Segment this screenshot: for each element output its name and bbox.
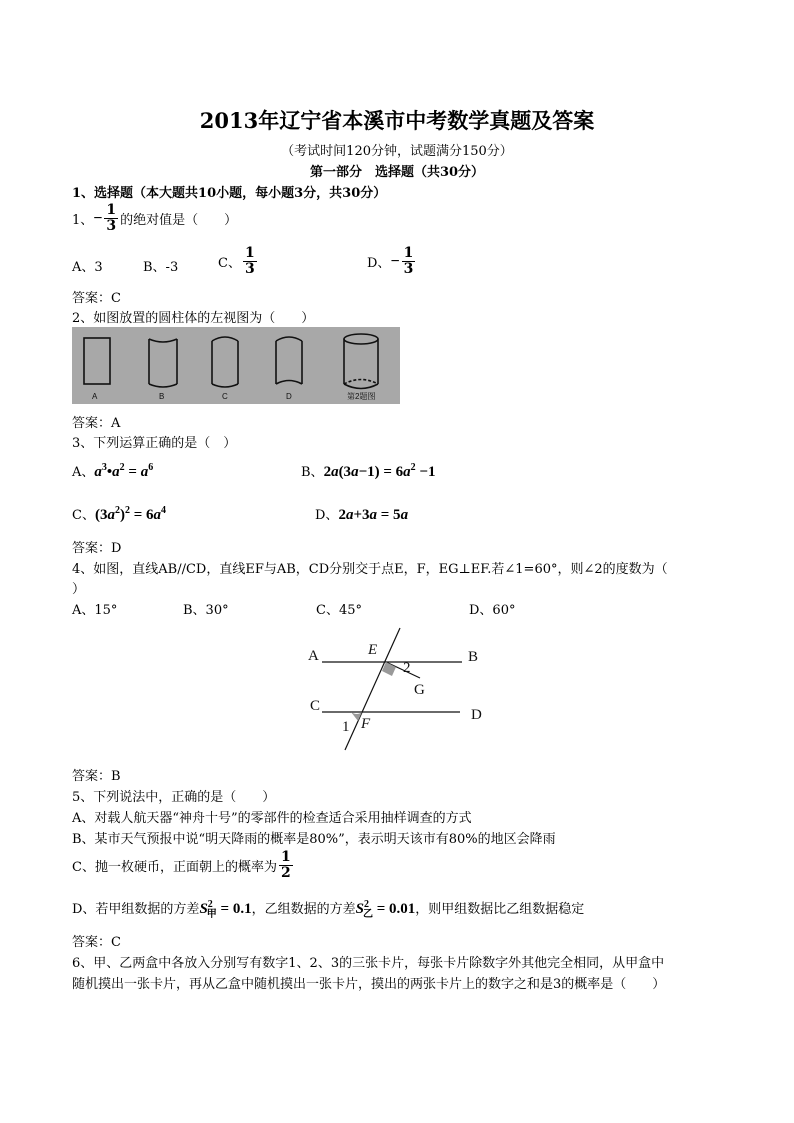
q3-option-a: A、$a^3•a^2 = a^6$ — [72, 462, 154, 480]
q2-cylinder — [344, 334, 378, 389]
q4-option-c: C、45° — [316, 603, 362, 618]
label-g: G — [414, 682, 425, 698]
q2-label-d: D — [286, 392, 292, 401]
q2-caption: 第2题图 — [347, 392, 376, 401]
q5-option-a: A、对载人航天器“神舟十号”的零部件的检查适合采用抽样调查的方式 — [72, 811, 472, 826]
exam-info: （考试时间120分钟，试题满分150分） — [281, 144, 513, 159]
q4-option-a: A、15° — [72, 603, 118, 618]
question-4: 4、如图，直线AB//CD，直线EF与AB，CD分别交于点E，F，EG⊥EF.若∠1=60°，则∠2的度数为（ — [72, 562, 668, 577]
q2-label-a: A — [92, 392, 98, 401]
q2-label-b: B — [159, 392, 165, 401]
q1-answer: 答案：C — [72, 291, 121, 306]
q2-view-c — [212, 337, 238, 387]
question-1: 1、 − $\frac{1}{3}$ 的绝对值是（ ） — [72, 202, 238, 234]
label-c: C — [310, 698, 321, 714]
question-6-line-1: 6、甲、乙两盒中各放入分别写有数字1、2、3的三张卡片，每张卡片除数字外其他完全相同，从甲盒中 — [72, 956, 665, 971]
q2-label-c: C — [222, 392, 228, 401]
label-e: E — [368, 642, 378, 658]
section-heading: 1、选择题（本大题共10小题，每小题3分，共30分） — [72, 186, 387, 201]
label-angle-2: 2 — [403, 660, 411, 676]
label-f: F — [361, 716, 371, 732]
q5-option-c: C、抛一枚硬币，正面朝上的概率为 $\frac{1}{2}$ — [72, 849, 291, 881]
question-6-line-2: 随机摸出一张卡片，再从乙盒中随机摸出一张卡片，摸出的两张卡片上的数字之和是3的概率是（ ） — [72, 977, 666, 992]
question-4-cont: ） — [72, 582, 86, 597]
q3-option-b: B、$2a(3a-1) = 6a^2 -1$ — [301, 462, 436, 480]
q3-option-d: D、2a+3a = 5a — [315, 507, 409, 523]
q2-view-d — [276, 337, 302, 384]
q3-option-c: C、$(3a^2)^2 = 6a^4$ — [72, 505, 167, 523]
q3-answer: 答案：D — [72, 541, 122, 556]
q1-option-d: D、 − $\frac{1}{3}$ — [367, 245, 414, 277]
question-3: 3、下列运算正确的是（ ） — [72, 436, 237, 451]
q2-answer: 答案：A — [72, 416, 121, 431]
q4-answer: 答案：B — [72, 769, 121, 784]
q1-option-a: A、3 — [72, 260, 103, 275]
q5-option-b: B、某市天气预报中说“明天降雨的概率是80%”，表示明天该市有80%的地区会降雨 — [72, 832, 556, 847]
q1-fraction: $\frac{1}{3}$ — [106, 202, 117, 234]
label-a: A — [308, 648, 319, 664]
q5-option-d: D、若甲组数据的方差$S^2_甲 = 0.1$，乙组数据的方差$S^2_乙 = 0.01$，则甲组数据比乙组数据稳定 — [72, 899, 585, 920]
part-title: 第一部分 选择题（共30分） — [309, 165, 485, 180]
question-2: 2、如图放置的圆柱体的左视图为（ ） — [72, 311, 315, 326]
q4-option-d: D、60° — [469, 603, 516, 618]
label-b: B — [468, 649, 479, 665]
q4-option-b: B、30° — [183, 603, 229, 618]
q2-view-b — [149, 339, 177, 387]
q2-view-a — [84, 338, 110, 384]
page-title: 2013年辽宁省本溪市中考数学真题及答案 — [199, 108, 595, 133]
q4-figure — [300, 620, 500, 755]
q2-figure — [72, 327, 400, 404]
label-angle-1: 1 — [342, 719, 350, 735]
label-d: D — [471, 707, 482, 723]
q5-answer: 答案：C — [72, 935, 121, 950]
q1-option-b: B、-3 — [143, 260, 179, 275]
q1-option-c: C、 $\frac{1}{3}$ — [218, 245, 255, 277]
question-5: 5、下列说法中，正确的是（ ） — [72, 790, 276, 805]
